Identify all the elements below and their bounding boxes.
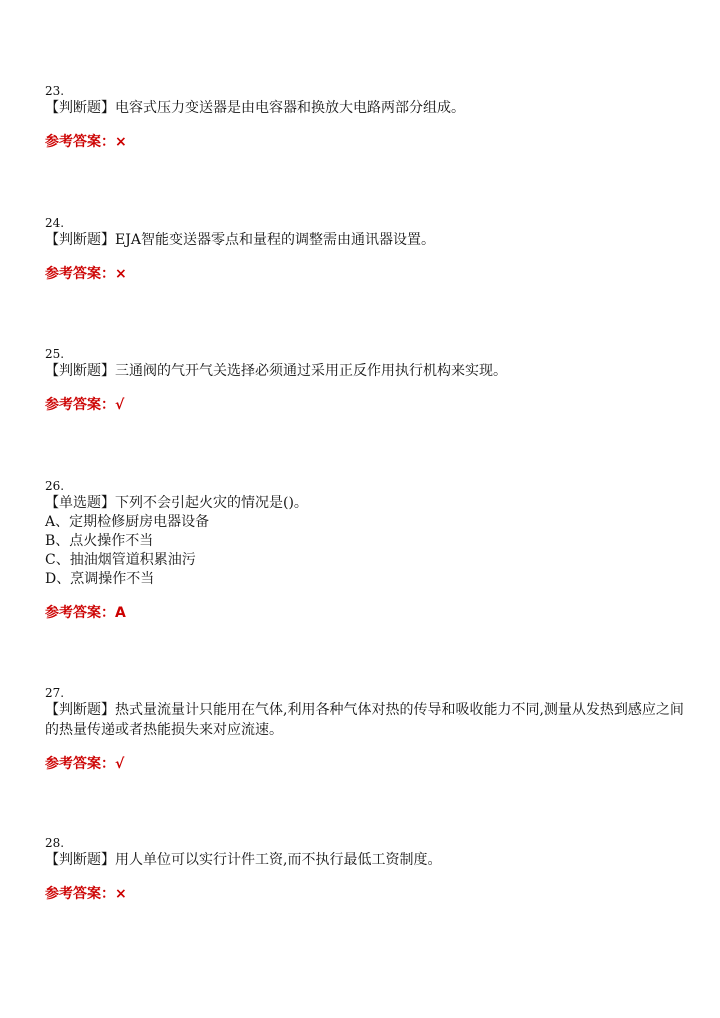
answer-label: 参考答案： (45, 397, 115, 413)
answer-label: 参考答案： (45, 134, 115, 150)
question-number: 26. (45, 479, 65, 493)
answer-label: 参考答案： (45, 886, 115, 902)
question-stem: 【判断题】电容式压力变送器是由电容器和换放大电路两部分组成。 (45, 100, 465, 116)
question-stem: 【单选题】下列不会引起火灾的情况是()。 (45, 495, 308, 511)
answer-line (45, 884, 685, 904)
answer-line (45, 603, 685, 623)
question-27 (45, 686, 685, 774)
answer-value: × (115, 886, 127, 902)
answer-line (45, 264, 685, 284)
answer-value: √ (115, 397, 125, 413)
question-number: 24. (45, 216, 65, 230)
answer-label: 参考答案： (45, 266, 115, 282)
answer-line (45, 132, 685, 152)
question-stem: 【判断题】三通阀的气开气关选择必须通过采用正反作用执行机构来实现。 (45, 363, 507, 379)
answer-value: × (115, 134, 127, 150)
question-26 (45, 479, 685, 623)
option-c: C、抽油烟管道积累油污 (45, 552, 196, 568)
answer-value: × (115, 266, 127, 282)
option-b: B、点火操作不当 (45, 533, 154, 549)
answer-value: A (115, 605, 126, 621)
question-23 (45, 84, 685, 152)
question-24 (45, 216, 685, 284)
question-number: 25. (45, 347, 65, 361)
answer-line (45, 754, 685, 774)
question-number: 23. (45, 84, 65, 98)
question-stem: 【判断题】EJA智能变送器零点和量程的调整需由通讯器设置。 (45, 232, 435, 248)
question-number: 27. (45, 686, 65, 700)
question-number: 28. (45, 836, 65, 850)
option-a: A、定期检修厨房电器设备 (45, 514, 210, 530)
question-stem: 【判断题】用人单位可以实行计件工资,而不执行最低工资制度。 (45, 852, 442, 868)
answer-line (45, 395, 685, 415)
answer-value: √ (115, 756, 125, 772)
option-d: D、烹调操作不当 (45, 571, 155, 587)
answer-label: 参考答案： (45, 605, 115, 621)
question-25 (45, 347, 685, 415)
question-stem: 【判断题】热式量流量计只能用在气体,利用各种气体对热的传导和吸收能力不同,测量从发热到感应之间的热量传递或者热能损失来对应流速。 (45, 702, 684, 738)
answer-label: 参考答案： (45, 756, 115, 772)
question-28 (45, 836, 685, 904)
